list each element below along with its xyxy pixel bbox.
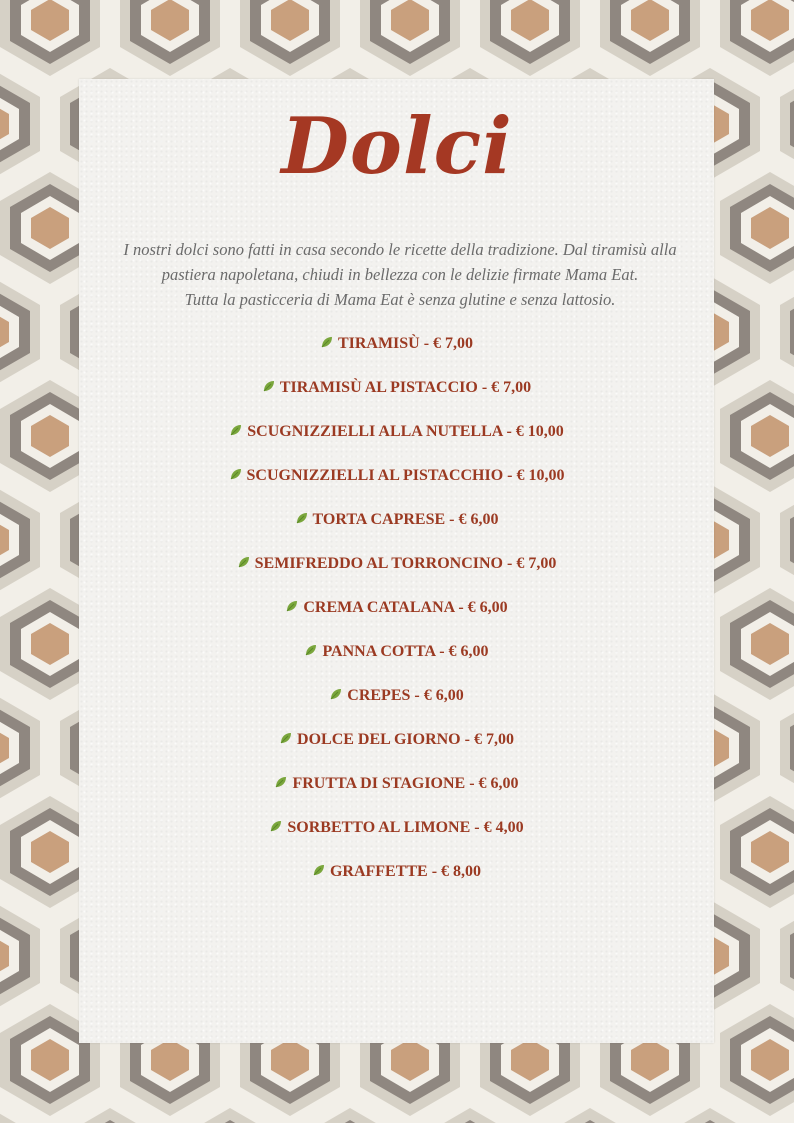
menu-item-label: GRAFFETTE - € 8,00 bbox=[329, 863, 482, 880]
menu-item bbox=[79, 373, 714, 417]
leaf-icon bbox=[312, 863, 326, 877]
leaf-icon bbox=[262, 379, 276, 393]
leaf-icon bbox=[304, 643, 318, 657]
menu-item bbox=[79, 549, 714, 593]
leaf-icon bbox=[285, 599, 299, 613]
leaf-icon bbox=[229, 423, 243, 437]
menu-item bbox=[79, 769, 714, 813]
leaf-icon bbox=[237, 555, 251, 569]
menu-item bbox=[79, 461, 714, 505]
leaf-icon bbox=[229, 467, 243, 481]
menu-item-label: SEMIFREDDO AL TORRONCINO - € 7,00 bbox=[254, 555, 557, 572]
intro-line: I nostri dolci sono fatti in casa secondo le ricette della tradizione. Dal tiramisù alla bbox=[123, 240, 677, 259]
menu-item-label: TORTA CAPRESE - € 6,00 bbox=[312, 511, 499, 528]
menu-item-label: FRUTTA DI STAGIONE - € 6,00 bbox=[292, 775, 519, 792]
menu-item bbox=[79, 329, 714, 373]
menu-item-label: TIRAMISÙ AL PISTACCIO - € 7,00 bbox=[279, 379, 532, 396]
intro-text bbox=[95, 237, 705, 312]
intro-line: pastiera napoletana, chiudi in bellezza con le delizie firmate Mama Eat. bbox=[161, 265, 639, 284]
menu-item bbox=[79, 417, 714, 461]
leaf-icon bbox=[274, 775, 288, 789]
menu-item-label: CREMA CATALANA - € 6,00 bbox=[303, 599, 508, 616]
menu-item-label: TIRAMISÙ - € 7,00 bbox=[337, 335, 474, 352]
page-title: Dolci bbox=[281, 101, 513, 192]
menu-item-label: SCUGNIZZIELLI AL PISTACCHIO - € 10,00 bbox=[246, 467, 565, 484]
menu-item bbox=[79, 637, 714, 681]
menu-item bbox=[79, 725, 714, 769]
menu-item bbox=[79, 593, 714, 637]
intro-line: Tutta la pasticceria di Mama Eat è senza glutine e senza lattosio. bbox=[184, 290, 616, 309]
dessert-menu-list bbox=[79, 329, 714, 901]
menu-item bbox=[79, 857, 714, 901]
leaf-icon bbox=[279, 731, 293, 745]
menu-item-label: PANNA COTTA - € 6,00 bbox=[322, 643, 489, 660]
menu-item-label: CREPES - € 6,00 bbox=[347, 687, 464, 704]
menu-item bbox=[79, 813, 714, 857]
menu-item bbox=[79, 681, 714, 725]
menu-item-label: SORBETTO AL LIMONE - € 4,00 bbox=[287, 819, 524, 836]
menu-item bbox=[79, 505, 714, 549]
leaf-icon bbox=[295, 511, 309, 525]
leaf-icon bbox=[320, 335, 334, 349]
menu-item-label: SCUGNIZZIELLI ALLA NUTELLA - € 10,00 bbox=[247, 423, 564, 440]
leaf-icon bbox=[269, 819, 283, 833]
leaf-icon bbox=[329, 687, 343, 701]
menu-item-label: DOLCE DEL GIORNO - € 7,00 bbox=[297, 731, 514, 748]
